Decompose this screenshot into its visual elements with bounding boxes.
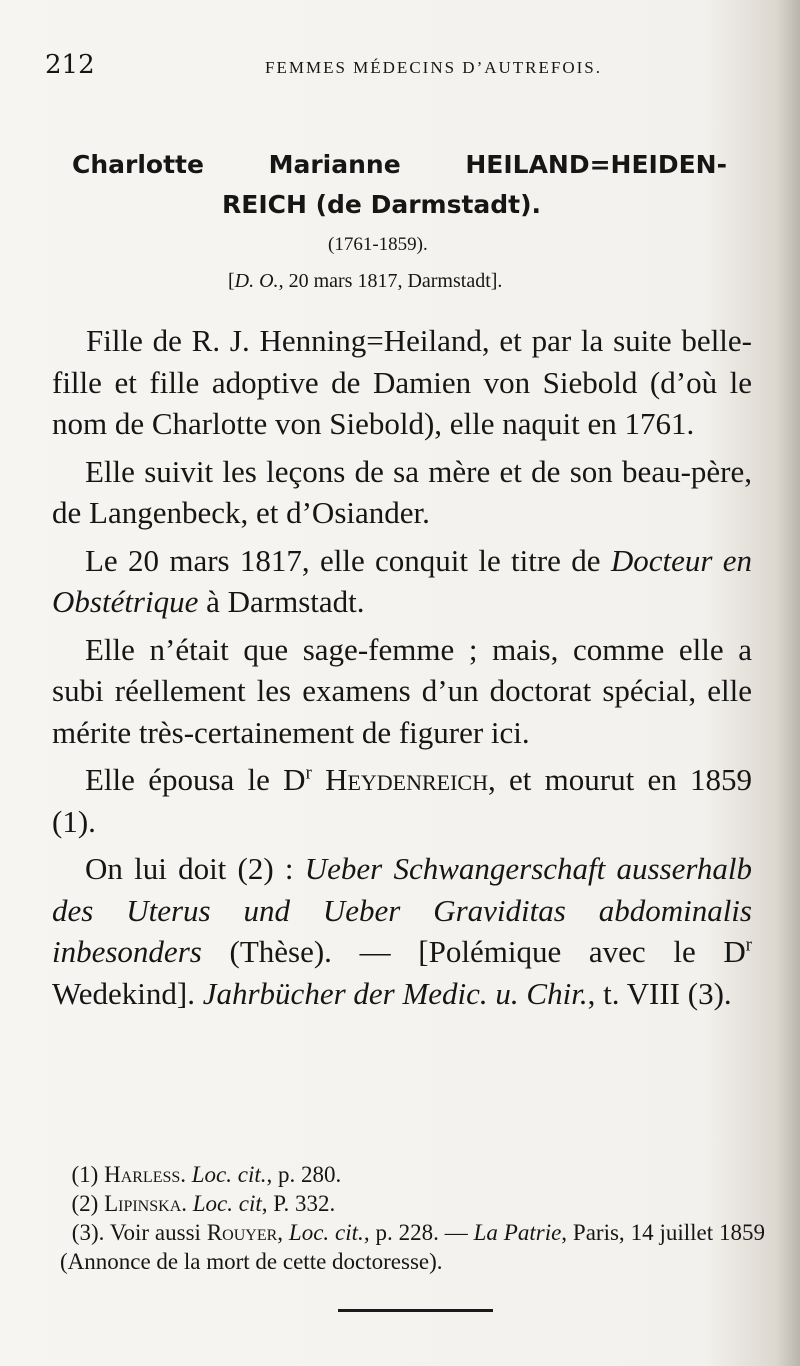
entry-dates: (1761-1859). [328,234,428,255]
footnote-1-ref: Loc. cit. [191,1162,267,1187]
footnote-1-author: Harless. [104,1162,187,1187]
p6-italic-journal: Jahrbücher der Medic. u. Chir. [202,975,588,1011]
footnote-1 [60,1160,765,1189]
p6-superscript: r [745,934,752,956]
footnote-2-ref: Loc. cit [192,1191,262,1216]
source-prefix: [ [228,270,235,292]
footnotes [60,1160,765,1276]
footnote-2 [60,1189,765,1218]
footnote-3 [60,1218,765,1276]
name-first: Charlotte [72,150,204,179]
paragraph-1: Fille de R. J. Henning=Heiland, et par la suite belle-fille et fille adoptive de Damien von Siebold (d’où le nom de Charlotte von Siebold), elle naquit en 1761. [52,323,752,441]
footnote-2-page: , P. 332. [261,1191,336,1216]
paragraph-2: Elle suivit les leçons de sa mère et de son beau-père, de Langenbeck, et d’Osiander. [52,453,752,530]
footnote-3-ref: Loc. cit. [288,1220,364,1245]
footnote-3-comma: , [277,1220,289,1245]
p6-text-a: On lui doit (2) : [85,851,305,886]
paragraph-6 [52,848,752,1014]
name-last-part1: HEILAND=HEIDEN- [465,150,727,179]
footnote-2-number: (2) [71,1191,99,1216]
running-head: FEMMES MÉDECINS D’AUTREFOIS. [265,58,602,77]
p3-text-b: à Darmstadt. [198,584,365,619]
footnote-3-journal: La Patrie [473,1220,562,1245]
p6-text-b: (Thèse). — [Polémique avec le D [201,934,746,969]
entry-name-line2: REICH (de Darmstadt). [222,190,542,219]
p5-text-a: Elle épousa le D [85,762,306,797]
footnote-3-text-a: Voir aussi [109,1220,207,1245]
page-header [45,50,765,90]
source-rest: , 20 mars 1817, Darmstadt]. [278,270,503,292]
p5-name: Heydenreich [325,762,488,797]
closing-rule [338,1309,493,1312]
p3-text-a: Le 20 mars 1817, elle conquit le titre de [85,542,611,578]
entry-name-line1 [72,150,727,179]
p6-italic-title: Ueber Schwangerschaft ausserhalb des Uterus und Ueber Graviditas abdominalis inbesonders [52,851,752,969]
name-middle: Marianne [268,150,401,179]
footnote-2-author: Lipinska. [104,1191,187,1216]
paragraph-4: Elle n’était que sage-femme ; mais, comme elle a subi réellement les examens d’un doctorat spécial, elle mérite très-certainement de figurer ici. [52,631,752,750]
p3-italic-title: Docteur en Obstétrique [52,542,752,619]
footnote-1-number: (1) [71,1162,99,1187]
source-abbrev: D. O. [234,270,279,292]
p5-superscript: r [305,762,312,784]
p6-text-d: , t. VIII (3). [587,975,732,1011]
footnote-3-text-c: , Paris, 14 juillet 1859 (Annonce de la mort de cette doctoresse). [60,1220,766,1274]
footnote-1-page: , p. 280. [266,1162,342,1187]
paragraph-5 [52,759,752,842]
footnote-3-author: Rouyer [206,1220,278,1245]
p5-text-b: , et mourut en 1859 (1). [52,762,753,839]
footnote-3-number: (3). [71,1220,105,1245]
page-number: 212 [45,50,95,80]
paragraph-3 [52,540,752,623]
p6-text-c: Wedekind]. [52,975,203,1011]
body-text [52,320,752,1020]
entry-source [228,270,502,293]
footnote-3-text-b: , p. 228. — [363,1220,474,1245]
